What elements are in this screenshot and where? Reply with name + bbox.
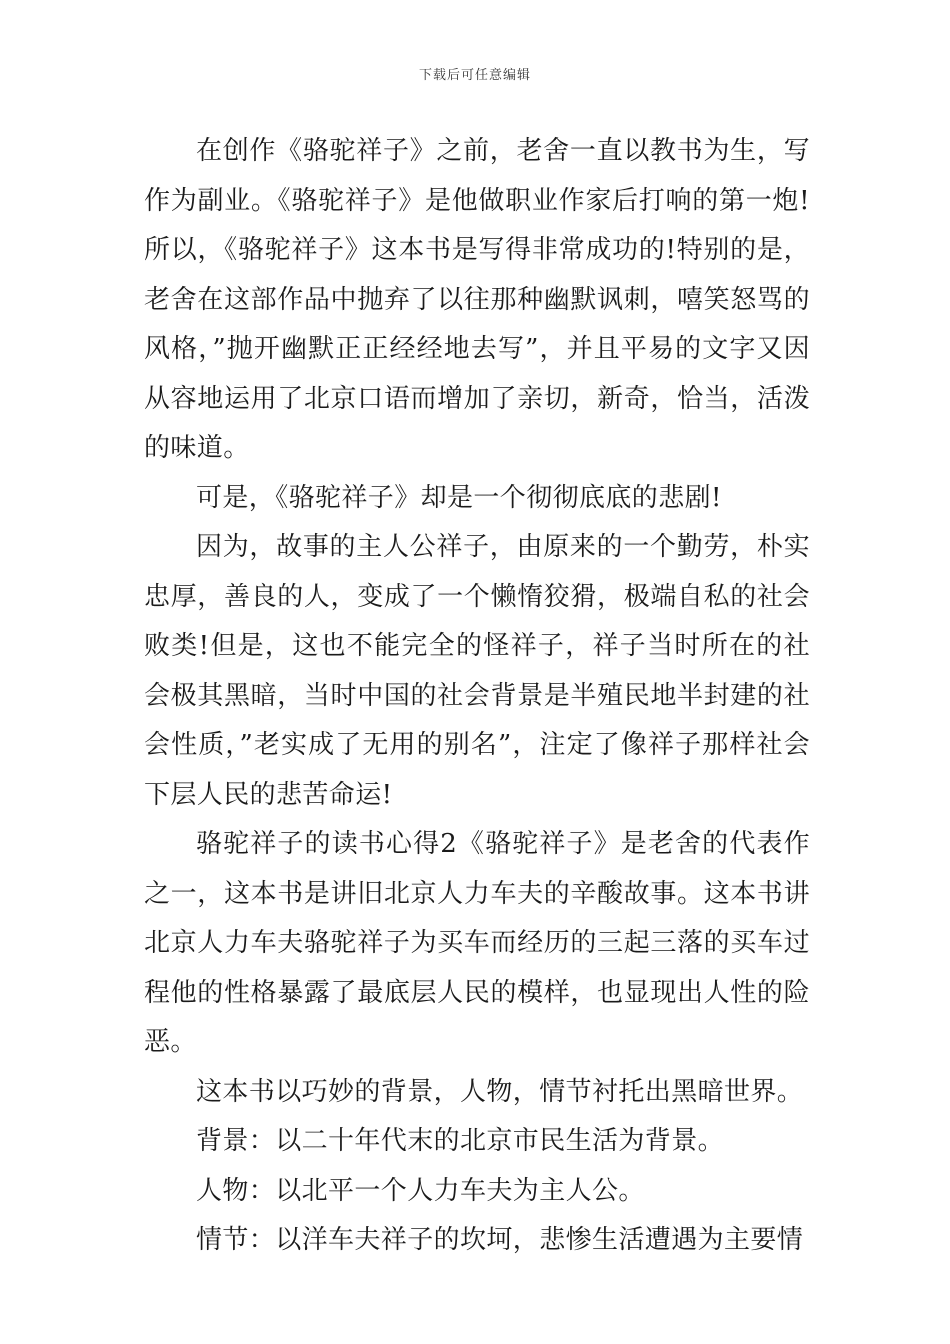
paragraph-7: 人物：以北平一个人力车夫为主人公。 [196,1175,645,1206]
paragraph-4: 骆驼祥子的读书心得2《骆驼祥子》是老舍的代表作之一，这本书是讲旧北京人力车夫的辛酸故事。这本书讲北京人力车夫骆驼祥子为买车而经历的三起三落的买车过程他的性格暴露了最底层人民的模样，也显现出人性的险恶。 [144,829,810,1057]
paragraph-8: 情节：以洋车夫祥子的坎坷，悲惨生活遭遇为主要情 [196,1225,804,1255]
paragraph-1: 在创作《骆驼祥子》之前，老舍一直以教书为生，写作为副业。《骆驼祥子》是他做职业作家后打响的第一炮!所以，《骆驼祥子》这本书是写得非常成功的!特别的是，老舍在这部作品中抛弃了以往那种幽默讽刺，嘻笑怒骂的风格，”抛开幽默正正经经地去写”，并且平易的文字又因从容地运用了北京口语而增加了亲切，新奇，恰当，活泼的味道。 [144,136,810,463]
paragraph-2: 可是，《骆驼祥子》却是一个彻彻底底的悲剧! [196,482,722,513]
paragraph-6: 背景：以二十年代末的北京市民生活为背景。 [196,1126,725,1156]
page-header-note: 下载后可任意编辑 [418,68,531,83]
paragraph-3: 因为，故事的主人公祥子，由原来的一个勤劳，朴实忠厚，善良的人，变成了一个懒惰狡猾，极端自私的社会败类!但是，这也不能完全的怪祥子，祥子当时所在的社会极其黑暗，当时中国的社会背景是半殖民地半封建的社会性质，”老实成了无用的别名”，注定了像祥子那样社会下层人民的悲苦命运! [144,532,810,810]
document-body [144,127,810,1266]
paragraph-5: 这本书以巧妙的背景，人物，情节衬托出黑暗世界。 [196,1076,804,1107]
